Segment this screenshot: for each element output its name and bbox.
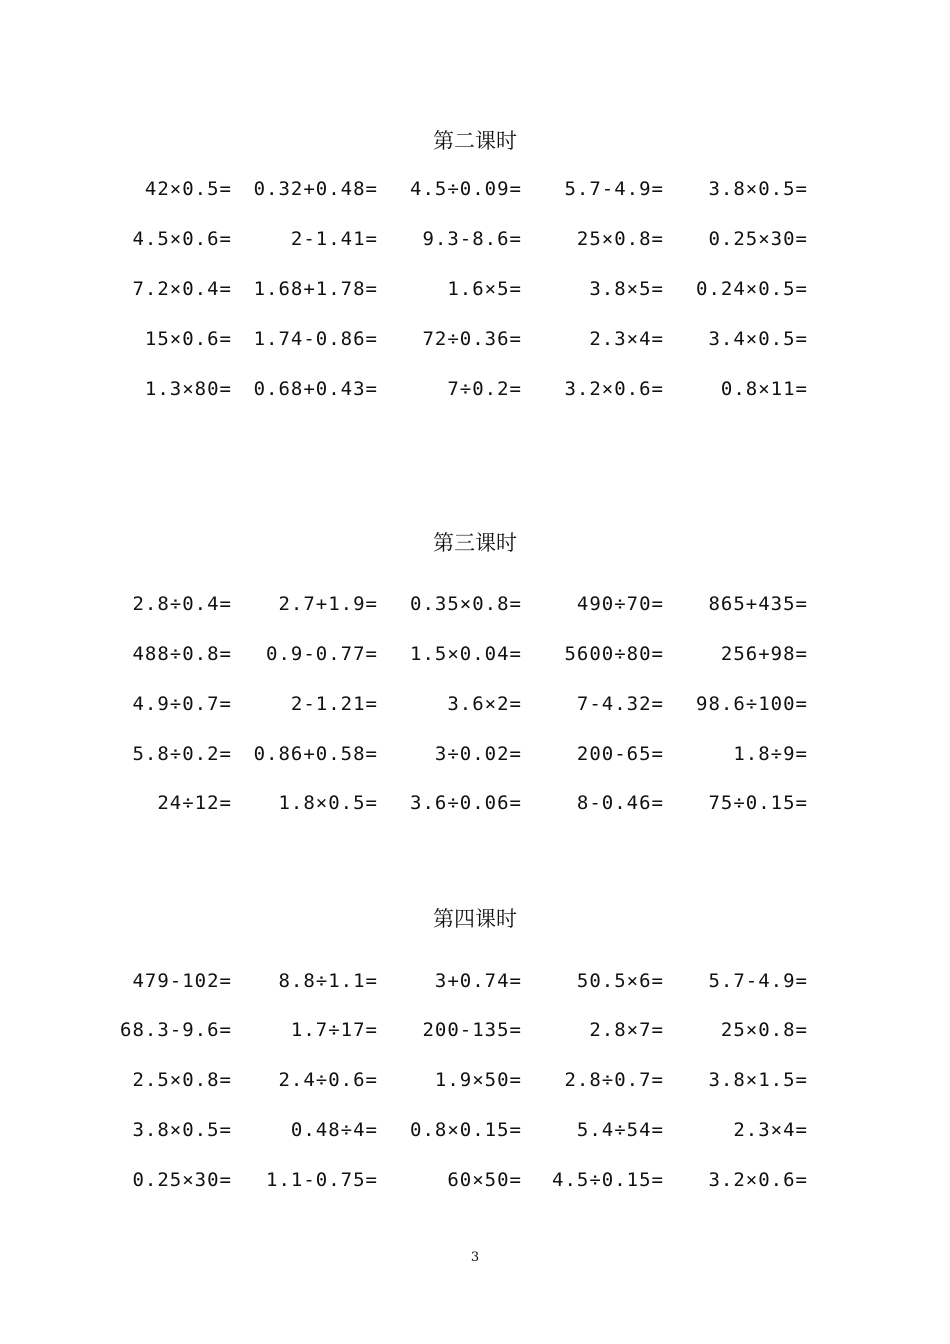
math-problem: 1.6×5=	[447, 278, 522, 300]
math-problem: 42×0.5=	[144, 178, 232, 200]
math-problem: 2.4÷0.6=	[278, 1069, 378, 1091]
math-problem: 3÷0.02=	[434, 743, 522, 765]
math-problem: 75÷0.15=	[708, 792, 808, 814]
math-problem: 479-102=	[132, 970, 232, 992]
math-problem: 2.8÷0.4=	[132, 593, 232, 615]
math-problem: 1.8÷9=	[733, 743, 808, 765]
math-problem: 7.2×0.4=	[132, 278, 232, 300]
math-problem: 0.25×30=	[132, 1169, 232, 1191]
math-problem: 0.8×0.15=	[410, 1119, 522, 1141]
math-problem: 4.5÷0.09=	[410, 178, 522, 200]
math-problem: 1.68+1.78=	[253, 278, 378, 300]
math-problem: 3.8×1.5=	[708, 1069, 808, 1091]
math-problem: 200-135=	[422, 1019, 522, 1041]
math-problem: 3.6÷0.06=	[410, 792, 522, 814]
math-problem: 5.7-4.9=	[708, 970, 808, 992]
problem-row	[0, 275, 950, 303]
math-problem: 4.9÷0.7=	[132, 693, 232, 715]
problem-row	[0, 590, 950, 618]
math-problem: 60×50=	[447, 1169, 522, 1191]
math-problem: 2-1.41=	[290, 228, 378, 250]
math-problem: 865+435=	[708, 593, 808, 615]
problem-row	[0, 690, 950, 718]
math-problem: 3.8×0.5=	[708, 178, 808, 200]
math-problem: 256+98=	[720, 643, 808, 665]
math-problem: 2.8÷0.7=	[564, 1069, 664, 1091]
math-problem: 2-1.21=	[290, 693, 378, 715]
math-problem: 488÷0.8=	[132, 643, 232, 665]
math-problem: 25×0.8=	[576, 228, 664, 250]
math-problem: 1.74-0.86=	[253, 328, 378, 350]
problem-row	[0, 225, 950, 253]
math-problem: 2.8×7=	[589, 1019, 664, 1041]
math-problem: 1.3×80=	[144, 378, 232, 400]
section-title: 第四课时	[433, 907, 517, 931]
math-problem: 98.6÷100=	[696, 693, 808, 715]
math-problem: 2.7+1.9=	[278, 593, 378, 615]
math-problem: 0.8×11=	[720, 378, 808, 400]
math-problem: 1.8×0.5=	[278, 792, 378, 814]
math-problem: 5.7-4.9=	[564, 178, 664, 200]
math-problem: 9.3-8.6=	[422, 228, 522, 250]
math-problem: 2.3×4=	[589, 328, 664, 350]
math-problem: 25×0.8=	[720, 1019, 808, 1041]
math-problem: 3.2×0.6=	[708, 1169, 808, 1191]
math-problem: 3+0.74=	[434, 970, 522, 992]
math-problem: 50.5×6=	[576, 970, 664, 992]
math-problem: 3.6×2=	[447, 693, 522, 715]
math-problem: 1.9×50=	[434, 1069, 522, 1091]
math-problem: 1.7÷17=	[290, 1019, 378, 1041]
problem-row	[0, 1116, 950, 1144]
problem-row	[0, 175, 950, 203]
math-problem: 0.24×0.5=	[696, 278, 808, 300]
math-problem: 5600÷80=	[564, 643, 664, 665]
problem-row	[0, 1016, 950, 1044]
section-title: 第三课时	[433, 531, 517, 555]
math-problem: 24÷12=	[157, 792, 232, 814]
math-problem: 1.1-0.75=	[266, 1169, 378, 1191]
problem-row	[0, 740, 950, 768]
math-problem: 0.25×30=	[708, 228, 808, 250]
problem-row	[0, 967, 950, 995]
problem-row	[0, 789, 950, 817]
problem-row	[0, 640, 950, 668]
problem-row	[0, 1066, 950, 1094]
section-title: 第二课时	[433, 129, 517, 153]
math-problem: 0.32+0.48=	[253, 178, 378, 200]
math-problem: 68.3-9.6=	[120, 1019, 232, 1041]
math-problem: 0.86+0.58=	[253, 743, 378, 765]
math-problem: 3.2×0.6=	[564, 378, 664, 400]
math-problem: 490÷70=	[576, 593, 664, 615]
math-problem: 3.8×0.5=	[132, 1119, 232, 1141]
math-problem: 7-4.32=	[576, 693, 664, 715]
math-problem: 2.5×0.8=	[132, 1069, 232, 1091]
math-problem: 15×0.6=	[144, 328, 232, 350]
problem-row	[0, 375, 950, 403]
math-problem: 4.5×0.6=	[132, 228, 232, 250]
math-problem: 72÷0.36=	[422, 328, 522, 350]
problem-row	[0, 1166, 950, 1194]
problem-row	[0, 325, 950, 353]
math-problem: 2.3×4=	[733, 1119, 808, 1141]
page-number: 3	[470, 1250, 480, 1265]
math-problem: 5.4÷54=	[576, 1119, 664, 1141]
math-problem: 3.4×0.5=	[708, 328, 808, 350]
math-problem: 200-65=	[576, 743, 664, 765]
math-problem: 8-0.46=	[576, 792, 664, 814]
math-problem: 5.8÷0.2=	[132, 743, 232, 765]
math-problem: 0.9-0.77=	[266, 643, 378, 665]
math-problem: 1.5×0.04=	[410, 643, 522, 665]
math-problem: 7÷0.2=	[447, 378, 522, 400]
math-problem: 8.8÷1.1=	[278, 970, 378, 992]
math-problem: 4.5÷0.15=	[552, 1169, 664, 1191]
math-problem: 0.35×0.8=	[410, 593, 522, 615]
math-problem: 3.8×5=	[589, 278, 664, 300]
math-problem: 0.48÷4=	[290, 1119, 378, 1141]
math-problem: 0.68+0.43=	[253, 378, 378, 400]
